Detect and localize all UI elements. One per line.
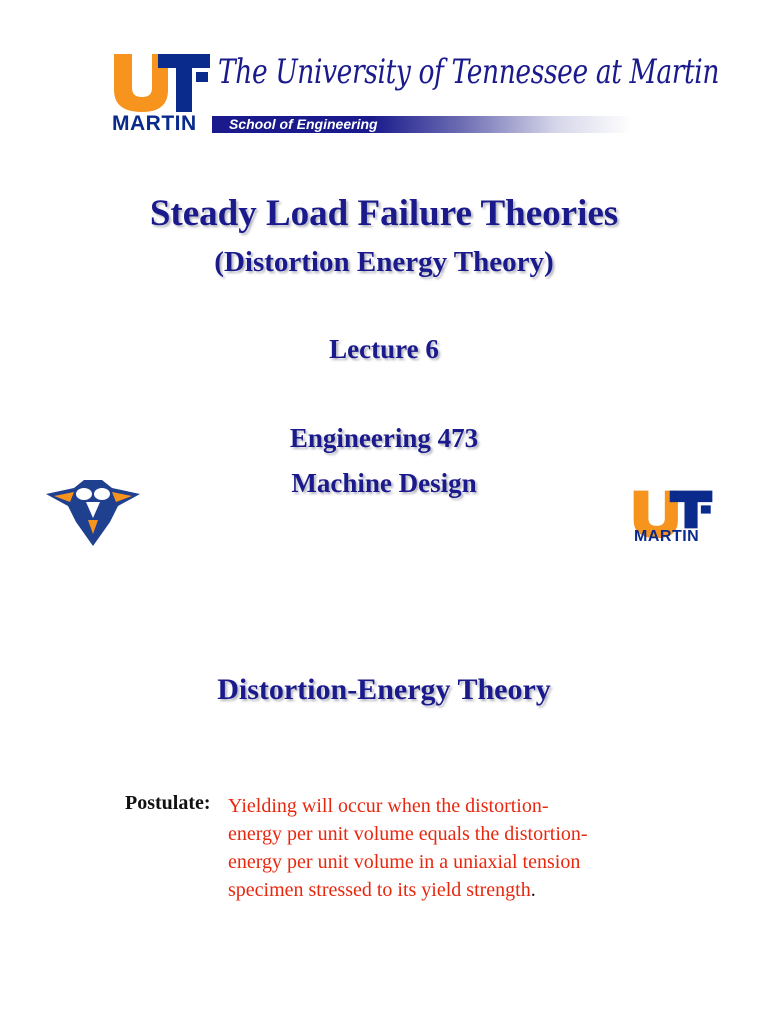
postulate-label: Postulate: bbox=[125, 792, 211, 814]
slide-title: Steady Load Failure Theories bbox=[149, 193, 619, 234]
slide-subtitle: (Distortion Energy Theory) bbox=[214, 246, 554, 278]
section-heading: Distortion-Energy Theory bbox=[217, 673, 551, 706]
course-name: Machine Design bbox=[291, 468, 477, 498]
university-name: The University of Tennessee at Martin bbox=[218, 52, 720, 92]
postulate-text bbox=[228, 792, 668, 904]
postulate-line: Yielding will occur when the distortion- bbox=[228, 795, 549, 817]
logo-martin-text: MARTIN bbox=[112, 112, 197, 135]
skyhawk-mascot-icon bbox=[44, 472, 142, 548]
school-name: School of Engineering bbox=[229, 116, 378, 132]
postulate-line: energy per unit volume equals the distortion- bbox=[228, 823, 588, 845]
logo-martin-small-text: MARTIN bbox=[634, 528, 700, 545]
ut-martin-logo-icon bbox=[112, 50, 212, 115]
course-number: Engineering 473 bbox=[289, 423, 479, 453]
postulate-line bbox=[228, 876, 668, 904]
postulate-period: . bbox=[530, 879, 536, 901]
postulate-line: energy per unit volume in a uniaxial tension bbox=[228, 851, 581, 873]
lecture-number: Lecture 6 bbox=[329, 334, 439, 364]
postulate-line-text: specimen stressed to its yield strength bbox=[228, 879, 531, 901]
